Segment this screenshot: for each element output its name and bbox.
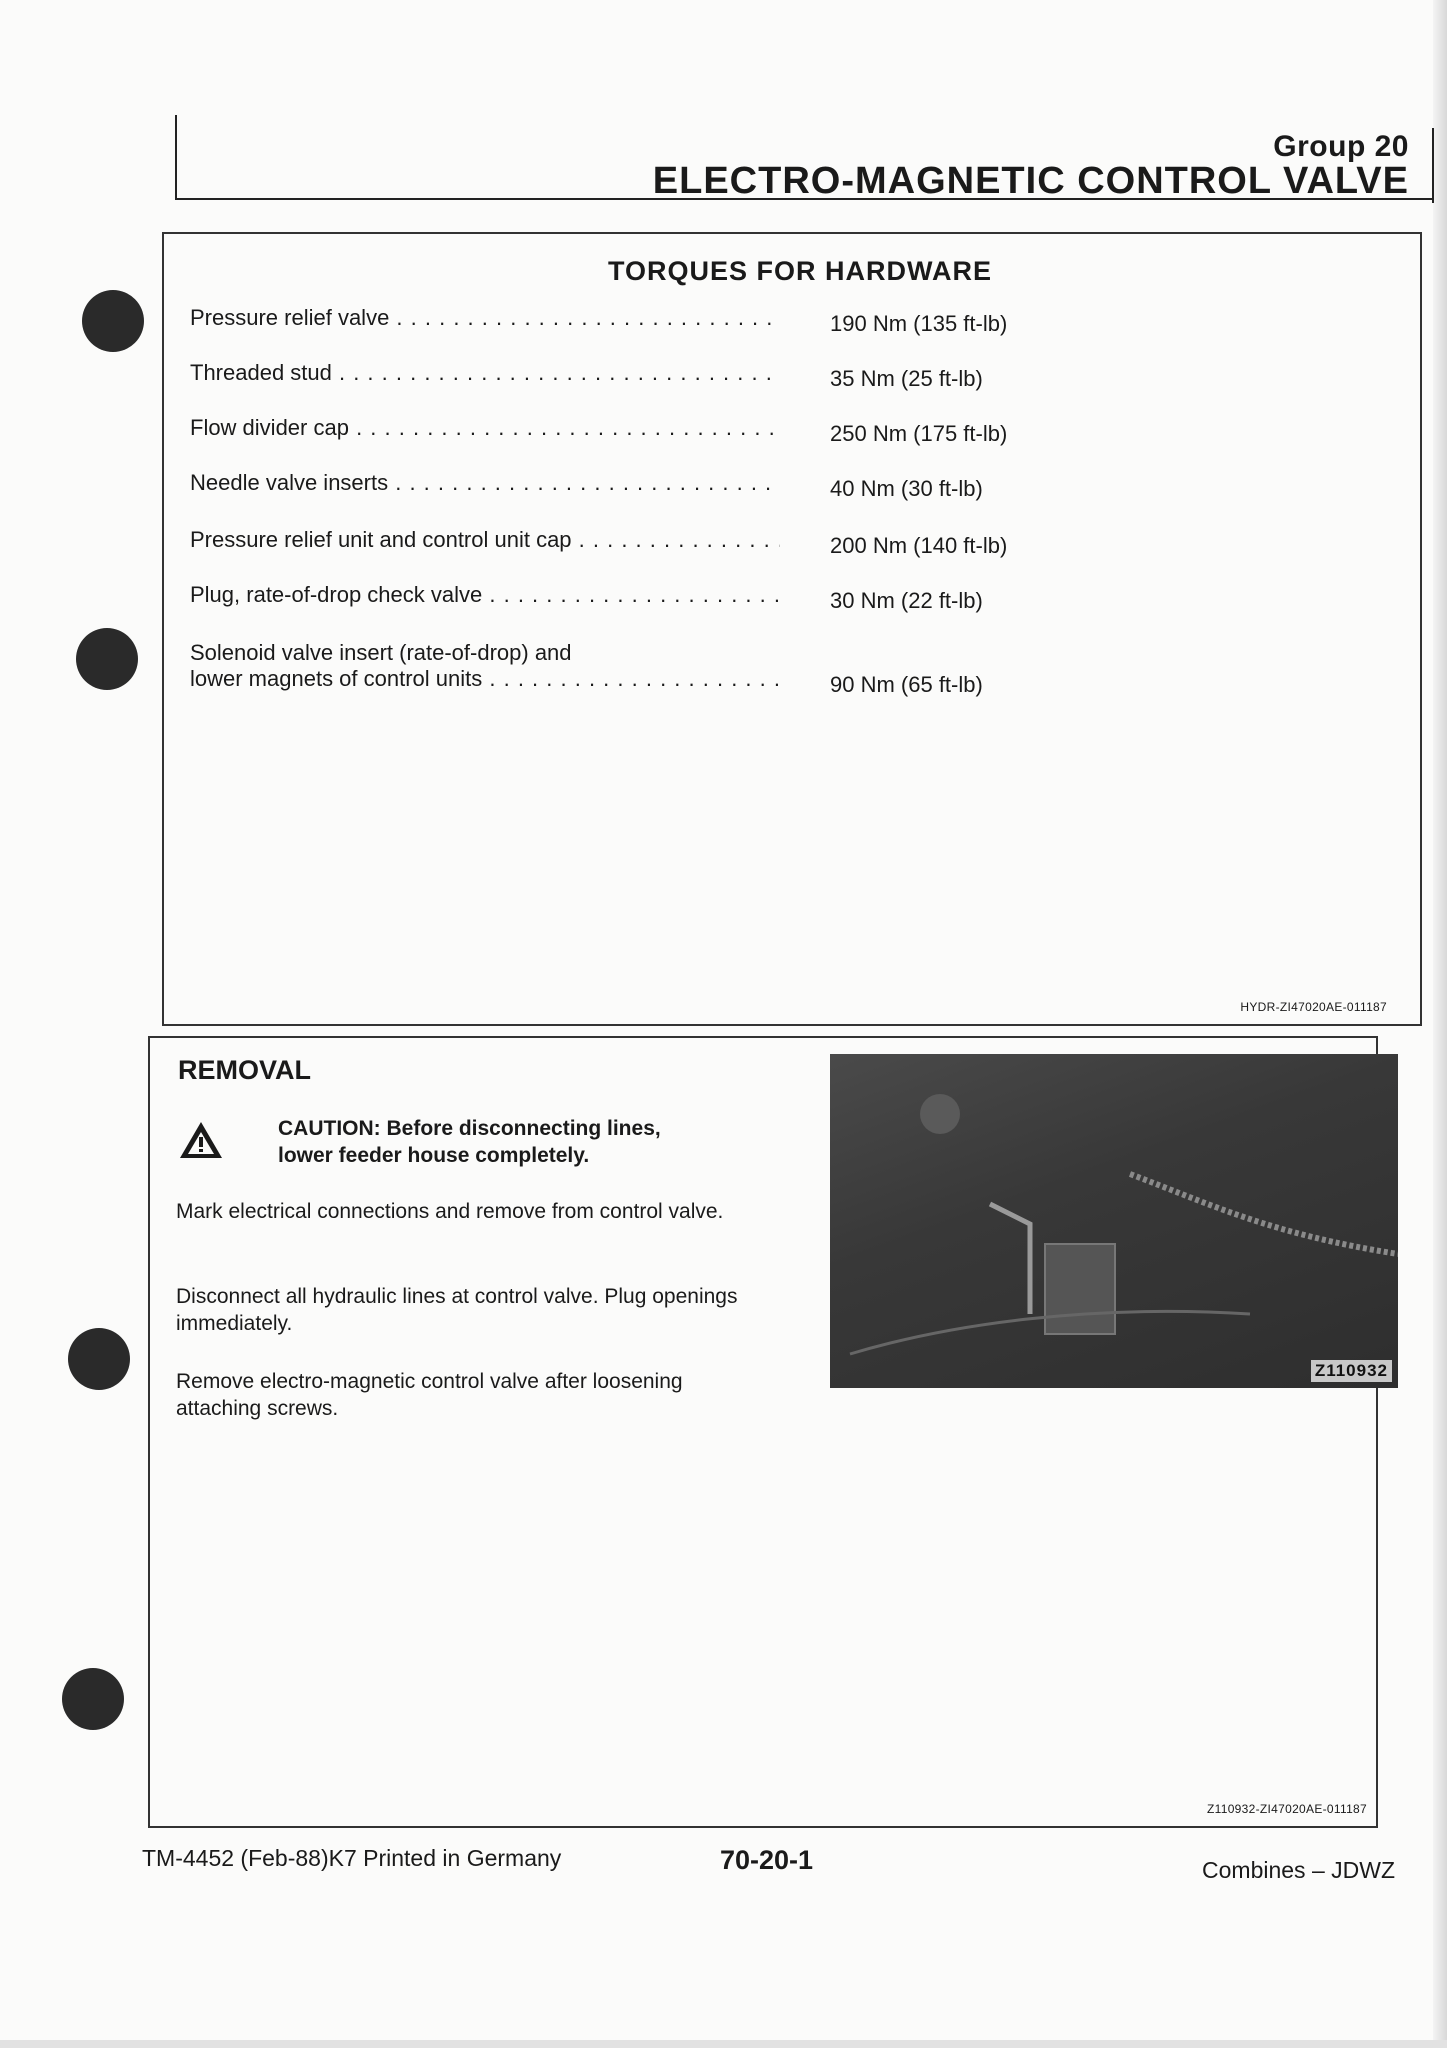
group-label: Group 20 (1273, 130, 1409, 163)
page-bottom-edge (0, 2040, 1447, 2048)
caution-line-2: lower feeder house completely. (278, 1144, 590, 1167)
torque-row (190, 360, 1050, 391)
removal-heading: REMOVAL (178, 1055, 311, 1085)
page-right-edge (1433, 0, 1447, 2048)
torque-row (190, 527, 1050, 558)
removal-step: Disconnect all hydraulic lines at control valve. Plug openings immediately. (176, 1285, 738, 1335)
torque-row (190, 640, 1050, 697)
torque-label: Threaded stud . . . (190, 360, 780, 386)
torque-label: Needle valve inserts . . . (190, 470, 780, 496)
torque-row (190, 470, 1050, 501)
removal-step: Remove electro-magnetic control valve after loosening attaching screws. (176, 1370, 683, 1420)
photo-detail (830, 1054, 1398, 1388)
torque-label: Flow divider cap . . . (190, 415, 780, 441)
torque-value: 190 Nm (135 ft-lb) (830, 311, 1008, 336)
binder-hole-2 (76, 628, 138, 690)
binder-hole-4 (62, 1668, 124, 1730)
footer-page-number: 70-20-1 (720, 1845, 814, 1875)
torque-row (190, 582, 1050, 613)
torque-value: 30 Nm (22 ft-lb) (830, 588, 983, 613)
photo-label: Z110932 (1311, 1360, 1392, 1382)
torque-label-line1: Solenoid valve insert (rate-of-drop) and (190, 640, 572, 665)
section-title: ELECTRO-MAGNETIC CONTROL VALVE (652, 160, 1409, 202)
torques-heading: TORQUES FOR HARDWARE (608, 256, 993, 286)
torques-ref-code: HYDR-ZI47020AE-011187 (1240, 1000, 1387, 1014)
caution-line-1: CAUTION: Before disconnecting lines, (278, 1117, 661, 1140)
binder-hole-3 (68, 1328, 130, 1390)
removal-step: Mark electrical connections and remove from control valve. (176, 1200, 724, 1223)
torque-row (190, 415, 1050, 446)
binder-hole-1 (82, 290, 144, 352)
caution-text (278, 1115, 778, 1169)
control-valve-photo (830, 1054, 1398, 1388)
torque-label: Pressure relief valve . . . (190, 305, 780, 331)
removal-ref-code: Z110932-ZI47020AE-011187 (1207, 1802, 1367, 1816)
torque-label: Plug, rate-of-drop check valve . . . (190, 582, 780, 608)
torque-label: Pressure relief unit and control unit cap . . . (190, 527, 780, 553)
footer-publication: TM-4452 (Feb-88)K7 Printed in Germany (142, 1845, 562, 1871)
torque-row (190, 305, 1050, 336)
torque-value: 35 Nm (25 ft-lb) (830, 366, 983, 391)
torque-value: 40 Nm (30 ft-lb) (830, 476, 983, 501)
torque-label-line2: lower magnets of control units . . . (190, 666, 780, 692)
header-rule-right (1432, 128, 1434, 203)
torque-value: 250 Nm (175 ft-lb) (830, 421, 1008, 446)
header-rule-left (175, 115, 177, 200)
torques-box (162, 232, 1422, 1026)
footer-product: Combines – JDWZ (1202, 1857, 1395, 1883)
torque-label-multiline (190, 640, 780, 692)
warning-triangle-icon (178, 1120, 224, 1160)
torque-value: 90 Nm (65 ft-lb) (830, 672, 983, 697)
torque-value: 200 Nm (140 ft-lb) (830, 533, 1008, 558)
